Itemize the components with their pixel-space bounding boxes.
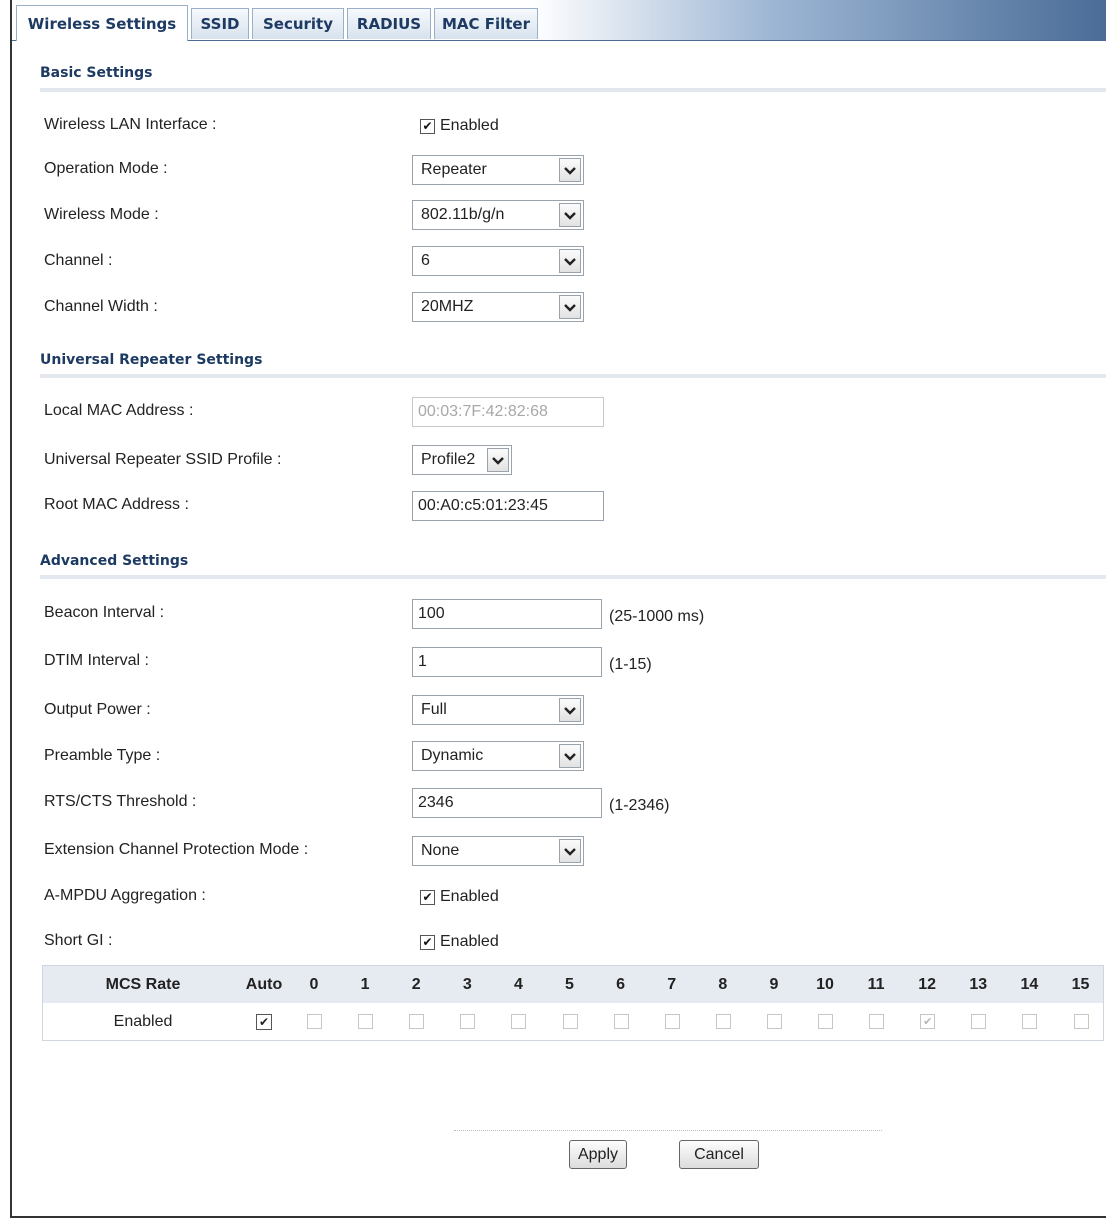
mcs-rate-checkbox-2[interactable] <box>409 1014 424 1029</box>
repeater-ssid-profile-label: Universal Repeater SSID Profile : <box>44 451 282 468</box>
mcs-rate-header-10: 10 <box>816 975 834 993</box>
short-gi-checkbox[interactable] <box>420 935 435 950</box>
mcs-rate-header: MCS Rate <box>105 975 181 993</box>
operation-mode-value: Repeater <box>421 161 487 178</box>
dtim-interval-field[interactable]: 1 <box>412 647 602 677</box>
mcs-auto-checkbox[interactable] <box>256 1014 272 1030</box>
chevron-down-icon <box>559 295 581 319</box>
wireless-mode-select[interactable] <box>412 200 584 230</box>
operation-mode-select[interactable] <box>412 155 584 185</box>
dtim-interval-label: DTIM Interval : <box>44 652 149 669</box>
channel-label: Channel : <box>44 252 113 269</box>
preamble-type-select[interactable] <box>412 741 584 771</box>
mcs-rate-header-3: 3 <box>462 975 472 993</box>
local-mac-address-label: Local MAC Address : <box>44 402 194 419</box>
cancel-button[interactable]: Cancel <box>679 1140 759 1169</box>
rts-cts-threshold-field[interactable]: 2346 <box>412 788 602 818</box>
short-gi-label: Short GI : <box>44 932 113 949</box>
ampdu-aggregation-label: A-MPDU Aggregation : <box>44 887 206 904</box>
section-divider <box>40 374 1106 378</box>
mcs-rate-checkbox-11[interactable] <box>869 1014 884 1029</box>
extension-channel-protection-select[interactable] <box>412 836 584 866</box>
beacon-interval-label: Beacon Interval : <box>44 604 165 621</box>
mcs-auto-header: Auto <box>245 975 283 993</box>
chevron-down-icon <box>487 448 509 472</box>
section-divider <box>40 88 1106 92</box>
chevron-down-icon <box>559 203 581 227</box>
mcs-rate-checkbox-6[interactable] <box>614 1014 629 1029</box>
section-divider <box>40 575 1106 579</box>
mcs-rate-checkbox-5[interactable] <box>563 1014 578 1029</box>
mcs-rate-header-12: 12 <box>918 975 937 993</box>
mcs-rate-checkbox-9[interactable] <box>767 1014 782 1029</box>
chevron-down-icon <box>559 698 581 722</box>
mcs-rate-checkbox-10[interactable] <box>818 1014 833 1029</box>
preamble-type-value: Dynamic <box>421 747 484 764</box>
mcs-rate-checkbox-1[interactable] <box>358 1014 373 1029</box>
root-mac-address-field[interactable]: 00:A0:c5:01:23:45 <box>412 491 604 521</box>
wireless-mode-label: Wireless Mode : <box>44 206 159 223</box>
output-power-value: Full <box>421 701 447 718</box>
tab-security[interactable]: Security <box>252 8 344 39</box>
footer-divider <box>454 1130 882 1131</box>
mcs-rate-header-8: 8 <box>718 975 728 993</box>
mcs-rate-header-5: 5 <box>565 975 574 993</box>
beacon-interval-field[interactable]: 100 <box>412 599 602 629</box>
chevron-down-icon <box>559 839 581 863</box>
mcs-rate-header-0: 0 <box>309 975 319 993</box>
channel-select[interactable] <box>412 246 584 276</box>
mcs-enabled-row-label: Enabled <box>113 1013 173 1030</box>
root-mac-address-label: Root MAC Address : <box>44 496 189 513</box>
tab-bar <box>12 0 1106 41</box>
short-gi-enabled <box>420 933 499 951</box>
preamble-type-label: Preamble Type : <box>44 747 161 764</box>
tab-mac-filter[interactable]: MAC Filter <box>434 8 538 39</box>
ampdu-enabled-label: Enabled <box>440 888 499 905</box>
mcs-rate-header-9: 9 <box>769 975 779 993</box>
universal-repeater-settings-title: Universal Repeater Settings <box>40 352 263 368</box>
mcs-rate-checkbox-0[interactable] <box>307 1014 322 1029</box>
chevron-down-icon <box>559 158 581 182</box>
mcs-rate-checkbox-15[interactable] <box>1074 1014 1089 1029</box>
ampdu-aggregation-enabled <box>420 888 499 906</box>
wireless-lan-enabled <box>420 117 499 135</box>
mcs-rate-header-14: 14 <box>1020 975 1039 993</box>
repeater-ssid-profile-value: Profile2 <box>421 451 476 468</box>
wireless-lan-enabled-label: Enabled <box>440 117 499 134</box>
checkmark-icon: ✔ <box>258 1015 270 1029</box>
mcs-rate-header-13: 13 <box>969 975 988 993</box>
extension-channel-protection-label: Extension Channel Protection Mode : <box>44 841 309 858</box>
short-gi-enabled-label: Enabled <box>440 933 499 950</box>
chevron-down-icon <box>559 744 581 768</box>
repeater-ssid-profile-select[interactable] <box>412 445 512 475</box>
tab-wireless-settings[interactable]: Wireless Settings <box>16 5 188 41</box>
mcs-rate-header-15: 15 <box>1071 975 1090 993</box>
mcs-rate-header-2: 2 <box>411 975 421 993</box>
checkmark-icon: ✔ <box>422 890 433 904</box>
tab-ssid[interactable]: SSID <box>191 8 249 39</box>
wireless-mode-value: 802.11b/g/n <box>421 206 505 223</box>
ampdu-aggregation-checkbox[interactable] <box>420 890 435 905</box>
rts-cts-threshold-range: (1-2346) <box>609 797 670 814</box>
output-power-select[interactable] <box>412 695 584 725</box>
mcs-rate-header-4: 4 <box>513 975 523 993</box>
dtim-interval-range: (1-15) <box>609 656 652 673</box>
channel-width-value: 20MHZ <box>421 298 474 315</box>
mcs-rate-checkbox-7[interactable] <box>665 1014 680 1029</box>
mcs-rate-header-11: 11 <box>867 975 885 993</box>
rts-cts-threshold-label: RTS/CTS Threshold : <box>44 793 197 810</box>
mcs-rate-header-1: 1 <box>360 975 370 993</box>
checkmark-icon: ✔ <box>422 119 433 133</box>
wireless-lan-checkbox[interactable] <box>420 119 435 134</box>
checkmark-icon: ✔ <box>422 935 433 949</box>
extension-channel-protection-value: None <box>421 842 460 859</box>
channel-width-select[interactable] <box>412 292 584 322</box>
output-power-label: Output Power : <box>44 701 151 718</box>
basic-settings-title: Basic Settings <box>40 65 153 81</box>
mcs-rate-checkbox-8[interactable] <box>716 1014 731 1029</box>
apply-button[interactable]: Apply <box>569 1140 627 1169</box>
mcs-rate-checkbox-14[interactable] <box>1022 1014 1037 1029</box>
mcs-rate-header-7: 7 <box>667 975 677 993</box>
wireless-lan-interface-label: Wireless LAN Interface : <box>44 116 217 133</box>
operation-mode-label: Operation Mode : <box>44 160 168 177</box>
chevron-down-icon <box>559 249 581 273</box>
channel-value: 6 <box>421 252 430 269</box>
mcs-rate-checkbox-13[interactable] <box>971 1014 986 1029</box>
mcs-rate-table <box>42 965 1104 1041</box>
mcs-rate-checkbox-4[interactable] <box>511 1014 526 1029</box>
mcs-rate-header-6: 6 <box>616 975 626 993</box>
channel-width-label: Channel Width : <box>44 298 158 315</box>
tab-radius[interactable]: RADIUS <box>347 8 431 39</box>
wireless-settings-panel <box>10 0 1106 1218</box>
mcs-rate-checkbox-3[interactable] <box>460 1014 475 1029</box>
checkmark-icon: ✔ <box>923 1016 933 1028</box>
mcs-rate-checkbox-12[interactable] <box>920 1014 935 1029</box>
local-mac-address-field: 00:03:7F:42:82:68 <box>412 397 604 427</box>
beacon-interval-range: (25-1000 ms) <box>609 608 705 625</box>
advanced-settings-title: Advanced Settings <box>40 553 189 569</box>
